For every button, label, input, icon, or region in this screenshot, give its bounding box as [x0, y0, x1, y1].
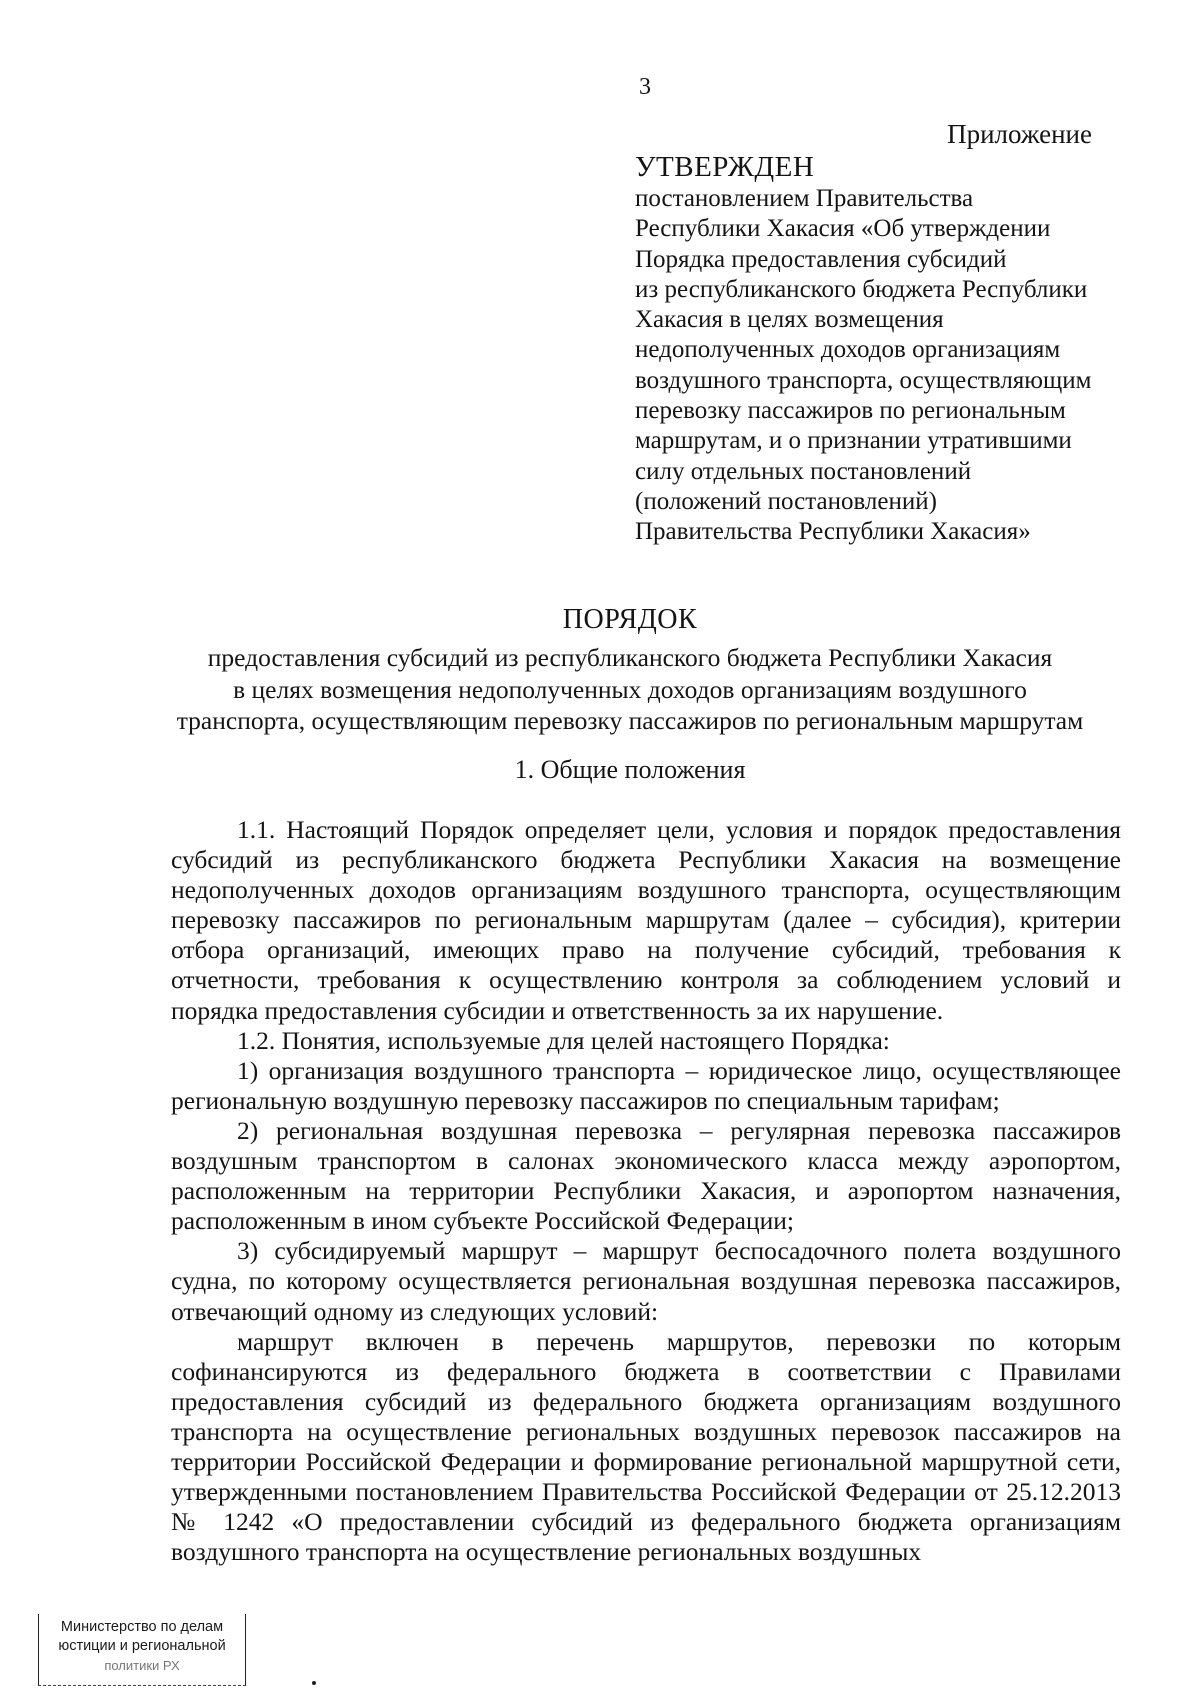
approval-line: перевозку пассажиров по региональным [635, 397, 1066, 425]
document-subtitle-line: в целях возмещения недополученных доходов организациям воздушного [233, 674, 1027, 704]
scan-dot [312, 1681, 316, 1685]
approval-line: из республиканского бюджета Республики [635, 275, 1088, 303]
stamp-line: политики РХ [104, 1658, 180, 1673]
stamp-line: юстиции и региональной [58, 1638, 226, 1654]
approval-line: силу отдельных постановлений [635, 457, 972, 485]
approval-line: недополученных доходов организациям [635, 336, 1061, 364]
section-heading: 1. Общие положения [514, 755, 746, 784]
page-number: 3 [639, 74, 651, 100]
paragraph: 1) организация воздушного транспорта – юридическое лицо, осуществляющее региональную воздушную перевозку пассажиров по специальным тарифам; [171, 1055, 1121, 1115]
approval-block [635, 150, 1115, 548]
ministry-stamp [38, 1614, 246, 1686]
body-text [171, 815, 1121, 1567]
approval-line: постановлением Правительства [635, 185, 974, 212]
paragraph: маршрут включен в перечень маршрутов, перевозки по которым софинансируются из федерального бюджета в соответствии с Правилами предоставления субсидий из федерального бюджета организациям воздушного транспорта на осуществление региональных воздушных перевозок пассажиров на территории Российской Федерации и формирование региональной маршрутной сети, утвержденными постановлением Правительства Российской Федерации от 25.12.2013 № 1242 «О предоставлении субсидий из федерального бюджета организациям воздушного транспорта на осуществление региональных воздушных [171, 1326, 1121, 1567]
approval-line: Республики Хакасия «Об утверждении [635, 215, 1051, 243]
appendix-label: Приложение [947, 119, 1092, 149]
paragraph: 1.1. Настоящий Порядок определяет цели, условия и порядок предоставления субсидий из республиканского бюджета Республики Хакасия на возмещение недополученных доходов организациям воздушного транспорта, осуществляющим перевозку пассажиров по региональным маршрутам (далее – субсидия), критерии отбора организаций, имеющих право на получение субсидий, требования к отчетности, требования к осуществлению контроля за соблюдением условий и порядка предоставления субсидии и ответственность за их нарушение. [171, 815, 1121, 1025]
approval-line: маршрутам, и о признании утратившими [635, 427, 1072, 455]
document-subtitle-line: транспорта, осуществляющим перевозку пассажиров по региональным маршрутам [176, 706, 1084, 735]
approval-line: воздушного транспорта, осуществляющим [635, 366, 1092, 394]
approval-line: (положений постановлений) [635, 487, 937, 515]
paragraph: 1.2. Понятия, используемые для целей настоящего Порядка: [237, 1025, 890, 1055]
paragraph: 2) региональная воздушная перевозка – регулярная перевозка пассажиров воздушным транспортом в салонах экономического класса между аэропортом, расположенным на территории Республики Хакасия, и аэропортом назначения, расположенным в ином субъекте Российской Федерации; [171, 1115, 1121, 1236]
paragraph: 3) субсидируемый маршрут – маршрут беспосадочного полета воздушного судна, по которому осуществляется региональная воздушная перевозка пассажиров, отвечающий одному из следующих условий: [171, 1236, 1121, 1326]
document-subtitle-line: предоставления субсидий из республиканского бюджета Республики Хакасия [207, 643, 1053, 672]
stamp-line: Министерство по делам [60, 1619, 224, 1635]
approval-line: Порядка предоставления субсидий [635, 245, 1007, 273]
document-heading [150, 604, 1110, 737]
document-title: ПОРЯДОК [562, 604, 698, 635]
approval-title: УТВЕРЖДЕН [635, 151, 815, 183]
approval-line: Правительства Республики Хакасия» [635, 518, 1031, 546]
approval-line: Хакасия в целях возмещения [635, 306, 944, 334]
